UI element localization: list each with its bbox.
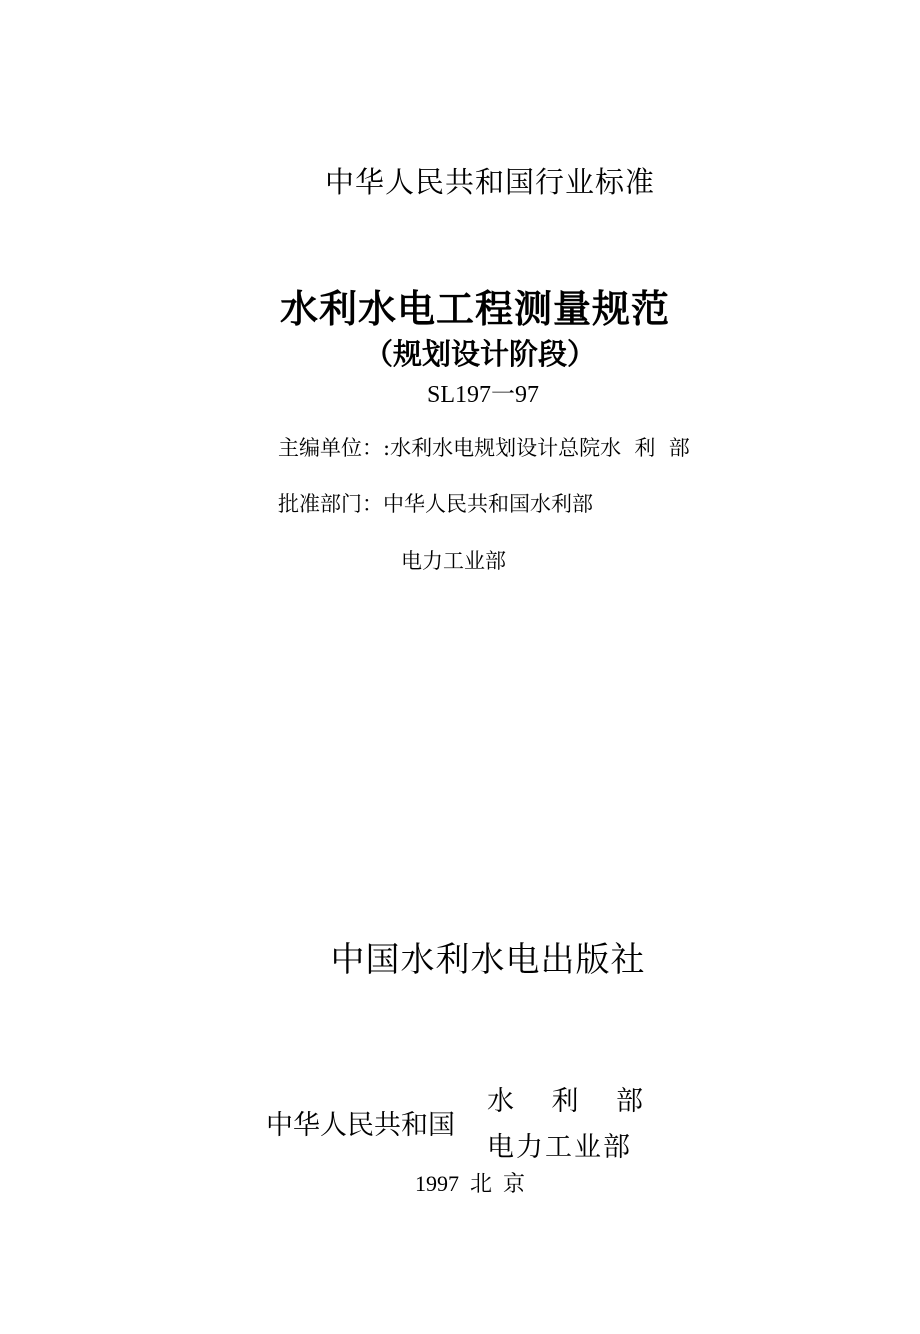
issue-date-place: 1997 北 京 bbox=[415, 1171, 526, 1196]
editor-label: 主编单位： bbox=[278, 436, 383, 460]
issuer-dept-2: 电力工业部 bbox=[487, 1132, 632, 1163]
issuer-dept-1-char: 部 bbox=[616, 1086, 643, 1117]
issuer-dept-1-char: 利 bbox=[551, 1086, 579, 1117]
issuer-dept-1 bbox=[487, 1088, 643, 1115]
publisher-name: 中国水利水电出版社 bbox=[330, 940, 646, 980]
document-title: 水利水电工程测量规范 bbox=[279, 287, 670, 331]
document-subtitle: （规划设计阶段） bbox=[363, 337, 596, 371]
approver-value-2: 电力工业部 bbox=[401, 549, 506, 573]
editor-value: :水利水电规划设计总院水 利 部 bbox=[383, 436, 690, 460]
standard-code: SL197一97 bbox=[426, 382, 539, 408]
approver-value-1: 中华人民共和国水利部 bbox=[383, 492, 593, 516]
approver-row bbox=[278, 494, 593, 515]
standard-category: 中华人民共和国行业标准 bbox=[324, 165, 655, 199]
approver-label: 批准部门： bbox=[278, 492, 383, 516]
issuer-dept-1-char: 水 bbox=[487, 1086, 514, 1117]
issuer-country: 中华人民共和国 bbox=[266, 1110, 455, 1141]
editor-row bbox=[278, 438, 690, 459]
